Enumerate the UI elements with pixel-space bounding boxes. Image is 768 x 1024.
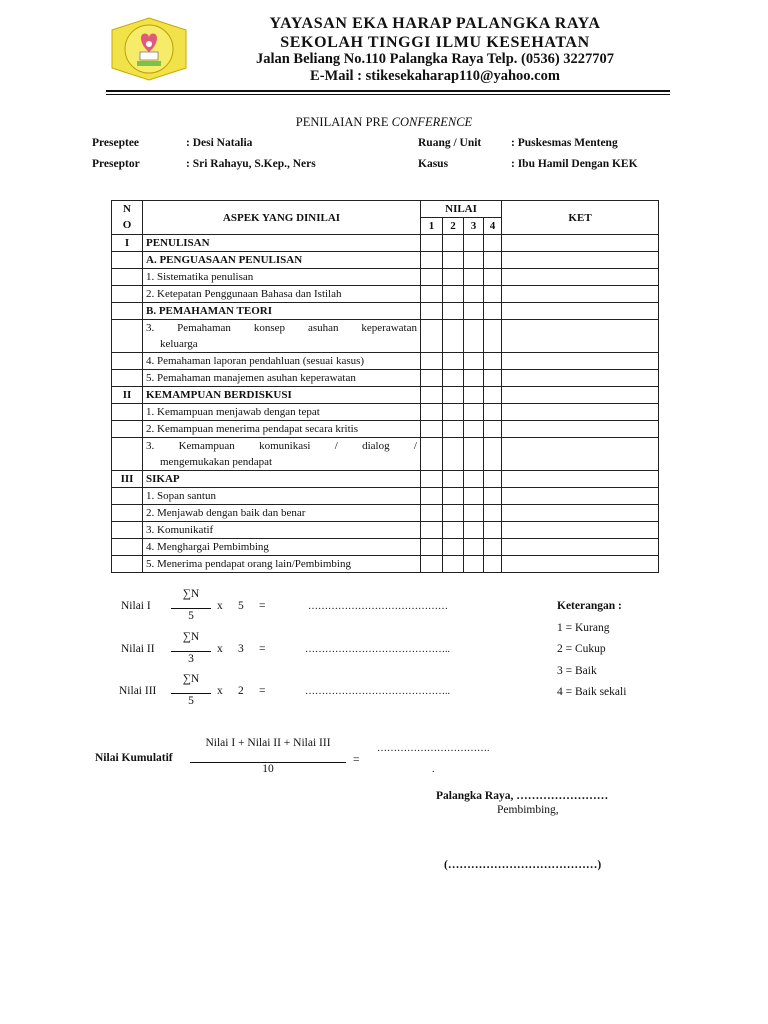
formula-blank[interactable]: …………………………………….. <box>305 644 450 655</box>
kumulatif-label: Nilai Kumulatif <box>95 752 173 764</box>
score-cell-4[interactable] <box>484 269 502 286</box>
score-cell-2[interactable] <box>443 471 464 488</box>
ket-cell[interactable] <box>502 269 659 286</box>
aspect-cell <box>143 505 421 522</box>
row-number: I <box>112 235 143 252</box>
ket-cell[interactable] <box>502 556 659 573</box>
score-cell-2[interactable] <box>443 235 464 252</box>
school-address: Jalan Beliang No.110 Palangka Raya Telp. (0536) 3227707 <box>255 51 615 67</box>
kumulatif-equals: = <box>353 754 360 766</box>
preseptor-label: Preseptor <box>92 158 140 170</box>
aspect-text: KEMAMPUAN BERDISKUSI <box>146 389 292 401</box>
assessment-table <box>111 200 659 573</box>
formula-multiplier: 2 <box>238 685 244 697</box>
formula-label: Nilai II <box>121 643 155 655</box>
ket-cell[interactable] <box>502 387 659 404</box>
aspect-text: 3. Kemampuan komunikasi / dialog / <box>146 440 417 452</box>
ket-cell[interactable] <box>502 286 659 303</box>
score-header-4: 4 <box>484 218 502 235</box>
score-cell-3[interactable] <box>464 387 484 404</box>
score-cell-1[interactable] <box>421 505 443 522</box>
row-number <box>112 539 143 556</box>
score-cell-4[interactable] <box>484 320 502 353</box>
no-header-n: N <box>123 203 131 215</box>
score-cell-3[interactable] <box>464 556 484 573</box>
aspect-cell <box>143 488 421 505</box>
table-row <box>112 320 659 353</box>
aspect-cell <box>143 421 421 438</box>
table-row <box>112 556 659 573</box>
row-number <box>112 269 143 286</box>
formula-fraction-line <box>171 651 211 652</box>
formula-times: x <box>217 600 223 612</box>
score-cell-1[interactable] <box>421 404 443 421</box>
score-cell-4[interactable] <box>484 286 502 303</box>
table-row <box>112 505 659 522</box>
aspect-cell <box>143 252 421 269</box>
row-number <box>112 438 143 471</box>
kasus-label: Kasus <box>418 158 449 170</box>
aspect-cell <box>143 438 421 471</box>
score-cell-4[interactable] <box>484 488 502 505</box>
aspect-text: PENULISAN <box>146 237 210 249</box>
formula-denominator: 3 <box>188 653 194 665</box>
preseptee-value: : Desi Natalia <box>186 137 253 149</box>
aspect-text: B. PEMAHAMAN TEORI <box>146 305 272 317</box>
aspect-text: A. PENGUASAAN PENULISAN <box>146 254 303 266</box>
formula-equals: = <box>259 685 266 697</box>
aspect-cell <box>143 353 421 370</box>
table-header-row <box>112 201 659 218</box>
score-cell-3[interactable] <box>464 421 484 438</box>
ket-header: KET <box>502 201 659 235</box>
row-number <box>112 505 143 522</box>
score-cell-1[interactable] <box>421 387 443 404</box>
aspect-cell <box>143 522 421 539</box>
keterangan-item: 1 = Kurang <box>557 622 610 634</box>
preseptor-value: : Sri Rahayu, S.Kep., Ners <box>186 158 316 170</box>
document-title-prefix: PENILAIAN PRE <box>295 115 392 129</box>
aspect-cell <box>143 387 421 404</box>
table-row <box>112 404 659 421</box>
score-cell-1[interactable] <box>421 235 443 252</box>
score-cell-1[interactable] <box>421 556 443 573</box>
nilai-header: NILAI <box>421 201 502 218</box>
unit-value: : Puskesmas Menteng <box>511 137 618 149</box>
table-row <box>112 303 659 320</box>
score-cell-4[interactable] <box>484 471 502 488</box>
score-cell-2[interactable] <box>443 539 464 556</box>
aspect-text: 2. Ketepatan Penggunaan Bahasa dan Istilah <box>146 288 342 300</box>
score-cell-2[interactable] <box>443 421 464 438</box>
score-cell-3[interactable] <box>464 370 484 387</box>
score-cell-2[interactable] <box>443 303 464 320</box>
ket-cell[interactable] <box>502 421 659 438</box>
preseptee-label: Preseptee <box>92 137 140 149</box>
row-number <box>112 286 143 303</box>
table-row <box>112 421 659 438</box>
ket-cell[interactable] <box>502 539 659 556</box>
row-number <box>112 404 143 421</box>
score-cell-3[interactable] <box>464 353 484 370</box>
ket-cell[interactable] <box>502 235 659 252</box>
formula-numerator: ∑N <box>182 631 200 643</box>
row-number <box>112 488 143 505</box>
aspect-text: 1. Sopan santun <box>146 490 216 502</box>
formula-label: Nilai I <box>121 600 151 612</box>
aspect-cell <box>143 303 421 320</box>
score-cell-4[interactable] <box>484 235 502 252</box>
formula-fraction-line <box>171 693 211 694</box>
ket-cell[interactable] <box>502 505 659 522</box>
score-cell-1[interactable] <box>421 286 443 303</box>
signature-name-blank[interactable]: (…………………………………) <box>444 859 602 871</box>
formula-numerator: ∑N <box>182 673 200 685</box>
kumulatif-dot: . <box>432 764 435 775</box>
score-cell-2[interactable] <box>443 252 464 269</box>
signature-place-date[interactable]: Palangka Raya, …………………… <box>436 790 609 802</box>
score-cell-4[interactable] <box>484 252 502 269</box>
aspect-cell <box>143 404 421 421</box>
table-row <box>112 438 659 471</box>
table-body <box>112 235 659 573</box>
formula-blank[interactable]: …………………………………….. <box>305 686 450 697</box>
score-cell-4[interactable] <box>484 404 502 421</box>
aspect-text: 2. Kemampuan menerima pendapat secara kritis <box>146 423 358 435</box>
formula-multiplier: 3 <box>238 643 244 655</box>
formula-denominator: 5 <box>188 610 194 622</box>
table-row <box>112 353 659 370</box>
org-name: YAYASAN EKA HARAP PALANGKA RAYA <box>269 15 601 32</box>
score-cell-3[interactable] <box>464 539 484 556</box>
ket-cell[interactable] <box>502 370 659 387</box>
score-cell-2[interactable] <box>443 438 464 471</box>
kumulatif-numerator: Nilai I + Nilai II + Nilai III <box>205 737 331 749</box>
row-number <box>112 421 143 438</box>
score-cell-4[interactable] <box>484 421 502 438</box>
table-row <box>112 488 659 505</box>
kasus-value: : Ibu Hamil Dengan KEK <box>511 158 638 170</box>
score-cell-1[interactable] <box>421 488 443 505</box>
score-cell-1[interactable] <box>421 303 443 320</box>
table-row <box>112 387 659 404</box>
score-cell-3[interactable] <box>464 320 484 353</box>
aspect-cell <box>143 539 421 556</box>
aspect-text: 3. Komunikatif <box>146 524 214 536</box>
aspect-cell <box>143 286 421 303</box>
score-cell-4[interactable] <box>484 370 502 387</box>
keterangan-title: Keterangan : <box>557 600 622 612</box>
score-cell-3[interactable] <box>464 269 484 286</box>
score-cell-1[interactable] <box>421 522 443 539</box>
keterangan-item: 2 = Cukup <box>557 643 606 655</box>
score-cell-3[interactable] <box>464 438 484 471</box>
signature-role: Pembimbing, <box>497 804 559 816</box>
score-cell-3[interactable] <box>464 286 484 303</box>
table-row <box>112 539 659 556</box>
aspect-text: 4. Pemahaman laporan pendahluan (sesuai kasus) <box>146 355 365 367</box>
ket-cell[interactable] <box>502 471 659 488</box>
score-cell-1[interactable] <box>421 320 443 353</box>
aspect-cell <box>143 370 421 387</box>
aspect-text: SIKAP <box>146 473 180 485</box>
score-cell-1[interactable] <box>421 269 443 286</box>
ket-cell[interactable] <box>502 404 659 421</box>
score-cell-1[interactable] <box>421 421 443 438</box>
score-cell-3[interactable] <box>464 488 484 505</box>
score-cell-3[interactable] <box>464 303 484 320</box>
formula-times: x <box>217 685 223 697</box>
aspect-text-continued: keluarga <box>160 338 198 350</box>
score-cell-4[interactable] <box>484 505 502 522</box>
score-cell-1[interactable] <box>421 370 443 387</box>
school-email: E-Mail : stikesekaharap110@yahoo.com <box>310 68 560 84</box>
ket-cell[interactable] <box>502 320 659 353</box>
score-cell-4[interactable] <box>484 438 502 471</box>
score-cell-3[interactable] <box>464 252 484 269</box>
table-row <box>112 370 659 387</box>
school-logo <box>108 16 190 82</box>
aspect-text: 1. Sistematika penulisan <box>146 271 254 283</box>
score-cell-2[interactable] <box>443 320 464 353</box>
aspect-cell <box>143 235 421 252</box>
score-cell-3[interactable] <box>464 404 484 421</box>
formula-equals: = <box>259 600 266 612</box>
table-row <box>112 286 659 303</box>
score-cell-4[interactable] <box>484 353 502 370</box>
table-row <box>112 235 659 252</box>
row-number <box>112 320 143 353</box>
score-cell-2[interactable] <box>443 556 464 573</box>
aspect-text-continued: mengemukakan pendapat <box>160 456 273 468</box>
aspect-text: 3. Pemahaman konsep asuhan keperawatan <box>146 322 417 334</box>
header-rule-thin <box>106 94 670 95</box>
aspect-text: 5. Pemahaman manajemen asuhan keperawatan <box>146 372 356 384</box>
aspek-header: ASPEK YANG DINILAI <box>143 201 421 235</box>
kumulatif-denominator: 10 <box>262 763 274 775</box>
keterangan-item: 4 = Baik sekali <box>557 686 627 698</box>
ket-cell[interactable] <box>502 353 659 370</box>
row-number <box>112 370 143 387</box>
score-cell-3[interactable] <box>464 471 484 488</box>
row-number: III <box>112 471 143 488</box>
aspect-text: 2. Menjawab dengan baik dan benar <box>146 507 306 519</box>
document-title-italic: CONFERENCE <box>391 115 473 129</box>
score-cell-3[interactable] <box>464 522 484 539</box>
table-row <box>112 252 659 269</box>
ket-cell[interactable] <box>502 438 659 471</box>
row-number <box>112 556 143 573</box>
row-number <box>112 252 143 269</box>
aspect-cell <box>143 269 421 286</box>
score-header-2: 2 <box>443 218 464 235</box>
score-header-1: 1 <box>421 218 443 235</box>
score-cell-2[interactable] <box>443 505 464 522</box>
score-cell-4[interactable] <box>484 303 502 320</box>
score-cell-3[interactable] <box>464 235 484 252</box>
score-cell-2[interactable] <box>443 353 464 370</box>
score-cell-1[interactable] <box>421 471 443 488</box>
formula-blank[interactable]: …………………………………… <box>308 601 448 612</box>
score-cell-1[interactable] <box>421 539 443 556</box>
score-cell-2[interactable] <box>443 488 464 505</box>
formula-equals: = <box>259 643 266 655</box>
kumulatif-blank[interactable]: ……………………………. <box>377 743 490 754</box>
aspect-cell <box>143 556 421 573</box>
table-row <box>112 471 659 488</box>
score-cell-2[interactable] <box>443 269 464 286</box>
school-name: SEKOLAH TINGGI ILMU KESEHATAN <box>280 34 590 51</box>
formula-denominator: 5 <box>188 695 194 707</box>
score-cell-3[interactable] <box>464 505 484 522</box>
ket-cell[interactable] <box>502 303 659 320</box>
score-cell-2[interactable] <box>443 370 464 387</box>
keterangan-item: 3 = Baik <box>557 665 597 677</box>
score-cell-2[interactable] <box>443 387 464 404</box>
aspect-text: 1. Kemampuan menjawab dengan tepat <box>146 406 320 418</box>
aspect-cell <box>143 471 421 488</box>
formula-numerator: ∑N <box>182 588 200 600</box>
score-cell-2[interactable] <box>443 522 464 539</box>
score-cell-2[interactable] <box>443 404 464 421</box>
document-title <box>0 115 768 130</box>
no-header-o: O <box>122 219 132 231</box>
ket-cell[interactable] <box>502 488 659 505</box>
aspect-cell <box>143 320 421 353</box>
row-number <box>112 303 143 320</box>
formula-multiplier: 5 <box>238 600 244 612</box>
score-cell-1[interactable] <box>421 438 443 471</box>
score-cell-2[interactable] <box>443 286 464 303</box>
header-rule <box>106 90 670 92</box>
formula-times: x <box>217 643 223 655</box>
formula-fraction-line <box>171 608 211 609</box>
aspect-text: 5. Menerima pendapat orang lain/Pembimbing <box>146 558 351 570</box>
table-row <box>112 269 659 286</box>
score-header-3: 3 <box>464 218 484 235</box>
score-cell-4[interactable] <box>484 387 502 404</box>
row-number <box>112 522 143 539</box>
score-cell-4[interactable] <box>484 539 502 556</box>
table-row <box>112 522 659 539</box>
no-header <box>112 201 143 235</box>
ket-cell[interactable] <box>502 252 659 269</box>
row-number: II <box>112 387 143 404</box>
aspect-text: 4. Menghargai Pembimbing <box>146 541 269 553</box>
unit-label: Ruang / Unit <box>418 137 482 149</box>
score-cell-4[interactable] <box>484 522 502 539</box>
score-cell-4[interactable] <box>484 556 502 573</box>
formula-label: Nilai III <box>119 685 157 697</box>
score-cell-1[interactable] <box>421 252 443 269</box>
score-cell-1[interactable] <box>421 353 443 370</box>
row-number <box>112 353 143 370</box>
ket-cell[interactable] <box>502 522 659 539</box>
